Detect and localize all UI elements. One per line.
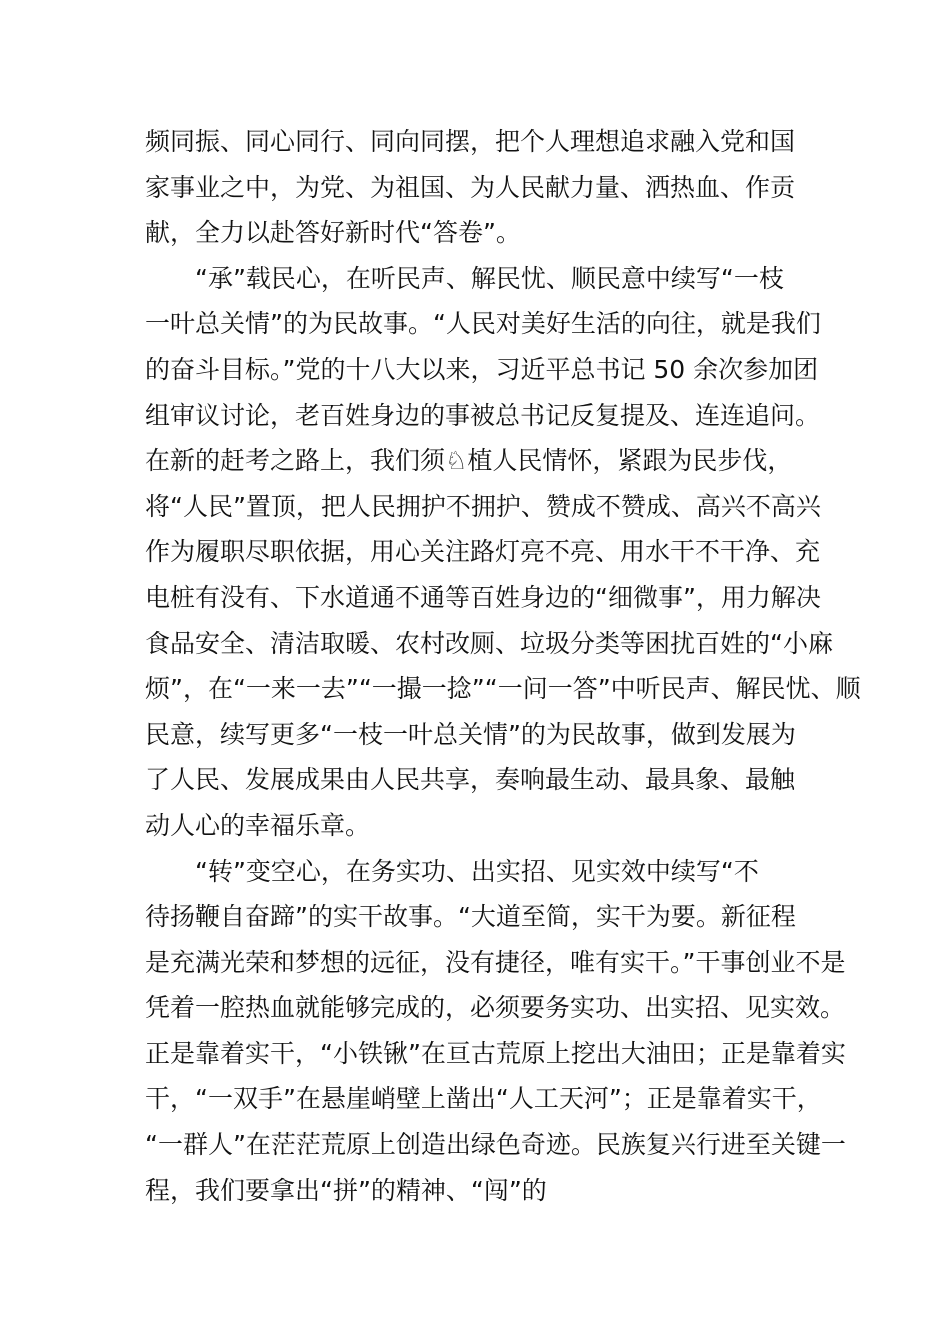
- text-line: 作为履职尽职依据，用心关注路灯亮不亮、用水干不干净、充: [145, 537, 821, 567]
- text-line: 干，“一双手”在悬崖峭壁上凿出“人工天河”；正是靠着实干，: [145, 1084, 822, 1114]
- text-line: 家事业之中，为党、为祖国、为人民献力量、洒热血、作贡: [145, 172, 796, 202]
- text-line: 正是靠着实干，“小铁锹”在亘古荒原上挖出大油田；正是靠着实: [145, 1038, 846, 1068]
- text-line: 程，我们要拿出“拼”的精神、“闯”的: [145, 1175, 547, 1205]
- text-line: 将“人民”置顶，把人民拥护不拥护、赞成不赞成、高兴不高兴: [145, 491, 821, 521]
- document-body: [145, 119, 861, 1213]
- text-line: 电桩有没有、下水道通不通等百姓身边的“细微事”，用力解决: [145, 582, 821, 612]
- paragraph-start-line: “转”变空心，在务实功、出实招、见实效中续写“不: [195, 856, 759, 886]
- text-line: 在新的赶考之路上，我们须♘植人民情怀，紧跟为民步伐，: [145, 446, 793, 476]
- text-line: 的奋斗目标。”党的十八大以来，习近平总书记 50 余次参加团: [145, 354, 819, 384]
- text-line: 食品安全、清洁取暖、农村改厕、垃圾分类等困扰百姓的“小麻: [145, 628, 833, 658]
- text-line: 组审议讨论，老百姓身边的事被总书记反复提及、连连追问。: [145, 400, 821, 430]
- text-line: 民意，续写更多“一枝一叶总关情”的为民故事，做到发展为: [145, 719, 796, 749]
- text-line: 凭着一腔热血就能够完成的，必须要务实功、出实招、见实效。: [145, 993, 846, 1023]
- text-line: 是充满光荣和梦想的远征，没有捷径，唯有实干。”干事创业不是: [145, 947, 846, 977]
- text-line: 频同振、同心同行、同向同摆，把个人理想追求融入党和国: [145, 127, 796, 156]
- text-line: 献，全力以赴答好新时代“答卷”。: [145, 218, 521, 248]
- paragraph-start-line: “承”载民心，在听民声、解民忧、顺民意中续写“一枝: [195, 263, 784, 293]
- text-line: 烦”，在“一来一去”“一撮一捻”“一问一答”中听民声、解民忧、顺: [145, 674, 861, 704]
- text-line: 动人心的幸福乐章。: [145, 810, 371, 840]
- text-line: 一叶总关情”的为民故事。“人民对美好生活的向往，就是我们: [145, 309, 821, 339]
- text-line: “一群人”在茫茫荒原上创造出绿色奇迹。民族复兴行进至关键一: [145, 1130, 846, 1160]
- text-line: 了人民、发展成果由人民共享，奏响最生动、最具象、最触: [145, 765, 796, 795]
- text-line: 待扬鞭自奋蹄”的实干故事。“大道至简，实干为要。新征程: [145, 902, 796, 932]
